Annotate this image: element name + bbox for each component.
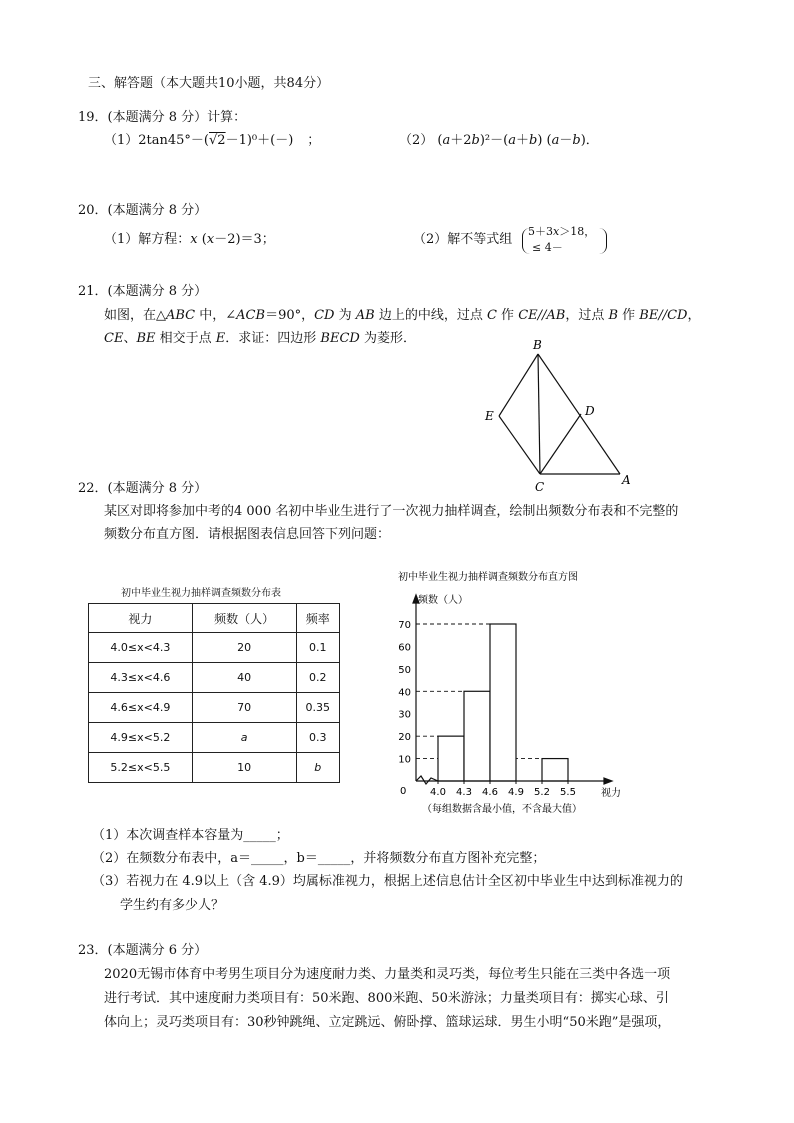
q23-heading: 23．(本题满分 6 分） bbox=[78, 943, 208, 958]
y-tick-label: 70 bbox=[398, 620, 411, 631]
section-title: 三、解答题（本大题共10小题，共84分） bbox=[88, 76, 330, 91]
cell-freq: 0.1 bbox=[296, 633, 339, 663]
q23-line1: 2020无锡市体育中考男生项目分为速度耐力类、力量类和灵巧类，每位考生只能在三类中各选一项 bbox=[104, 967, 671, 982]
frequency-table bbox=[88, 603, 340, 783]
system-right-paren bbox=[598, 228, 607, 254]
x-axis-arrow bbox=[604, 778, 612, 784]
q22-question3-line1: （3）若视力在 4.9以上（含 4.9）均属标准视力，根据上述信息估计全区初中毕业生中达到标准视力的 bbox=[92, 874, 683, 889]
chart-note: （每组数据含最小值，不含最大值） bbox=[422, 804, 582, 815]
x-tick-label: 4.0 bbox=[430, 787, 446, 798]
col-header: 频数（人） bbox=[192, 604, 296, 633]
q22-line1: 某区对即将参加中考的4 000 名初中毕业生进行了一次视力抽样调查，绘制出频数分布表和不完整的 bbox=[104, 504, 679, 519]
y-tick-label: 50 bbox=[398, 664, 411, 676]
cell-freq: 0.3 bbox=[296, 723, 339, 753]
axis-break-mark bbox=[416, 776, 438, 784]
q22-heading: 22．(本题满分 8 分） bbox=[78, 481, 208, 496]
cell-count: 40 bbox=[192, 663, 296, 693]
x-tick-label: 5.5 bbox=[560, 787, 576, 798]
histogram-bar bbox=[438, 736, 464, 781]
label-E: E bbox=[485, 409, 494, 423]
cell-range: 4.0≤x<4.3 bbox=[89, 633, 193, 663]
q21-line2: CE、BE 相交于点 E．求证：四边形 BECD 为菱形． bbox=[104, 331, 416, 346]
histogram-bar bbox=[490, 624, 516, 781]
segment-BE bbox=[499, 354, 538, 416]
origin-label: 0 bbox=[400, 786, 407, 797]
q19-part1: （1）2tan45°－(√2－1)⁰＋(－) ； bbox=[104, 133, 321, 148]
y-tick-label: 60 bbox=[398, 642, 411, 654]
table-header-row bbox=[89, 604, 340, 633]
q20-heading: 20．(本题满分 8 分） bbox=[78, 203, 208, 218]
label-C: C bbox=[535, 480, 545, 494]
q19-part2: （2） (a＋2b)²－(a＋b) (a－b)． bbox=[399, 133, 599, 148]
table-row bbox=[89, 663, 340, 693]
segment-EC bbox=[499, 416, 540, 474]
cell-count: a bbox=[192, 723, 296, 753]
x-tick-label: 4.6 bbox=[482, 787, 498, 798]
y-tick-label: 10 bbox=[398, 754, 411, 766]
q19-heading: 19．(本题满分 8 分）计算： bbox=[78, 110, 247, 125]
y-tick-label: 40 bbox=[398, 687, 411, 699]
cell-range: 4.3≤x<4.6 bbox=[89, 663, 193, 693]
rhombus-figure bbox=[470, 332, 640, 497]
q22-line2: 频数分布直方图．请根据图表信息回答下列问题： bbox=[104, 527, 391, 542]
col-header: 视力 bbox=[89, 604, 193, 633]
histogram-chart bbox=[380, 565, 640, 815]
q20-part2-label: （2）解不等式组 bbox=[413, 232, 513, 247]
y-axis-label: 频数（人） bbox=[418, 595, 468, 606]
cell-count: 10 bbox=[192, 753, 296, 783]
q22-question1: （1）本次调查样本容量为_____； bbox=[92, 828, 289, 843]
table-row bbox=[89, 693, 340, 723]
cell-range: 4.6≤x<4.9 bbox=[89, 693, 193, 723]
cell-freq: 0.2 bbox=[296, 663, 339, 693]
cell-count: 20 bbox=[192, 633, 296, 663]
q21-line1: 如图，在△ABC 中，∠ACB＝90°，CD 为 AB 边上的中线，过点 C 作 CE//AB，过点 B 作 BE//CD， bbox=[104, 308, 701, 323]
label-D: D bbox=[585, 404, 595, 418]
y-tick-label: 20 bbox=[398, 732, 411, 744]
histogram-bar bbox=[464, 691, 490, 781]
q22-question3-line2: 学生约有多少人？ bbox=[120, 898, 225, 913]
q20-system-line2: ≤ 4－ bbox=[532, 241, 563, 254]
table-title: 初中毕业生视力抽样调查频数分布表 bbox=[121, 588, 281, 599]
x-tick-label: 4.3 bbox=[456, 787, 472, 798]
q22-question2: （2）在频数分布表中，a＝_____，b＝_____，并将频数分布直方图补充完整； bbox=[92, 851, 546, 866]
segment-BC bbox=[538, 354, 540, 474]
q23-line2: 进行考试．其中速度耐力类项目有：50米跑、800米跑、50米游泳；力量类项目有：掷实心球、引 bbox=[104, 991, 669, 1006]
histogram-bar bbox=[542, 759, 568, 781]
x-tick-label: 5.2 bbox=[534, 787, 550, 798]
segment-CD bbox=[540, 414, 581, 474]
cell-range: 4.9≤x<5.2 bbox=[89, 723, 193, 753]
table-row bbox=[89, 723, 340, 753]
label-B: B bbox=[533, 338, 542, 352]
chart-title: 初中毕业生视力抽样调查频数分布直方图 bbox=[398, 572, 578, 583]
q21-heading: 21．(本题满分 8 分） bbox=[78, 284, 208, 299]
q20-system-line1: 5＋3x＞18， bbox=[528, 225, 596, 238]
q20-part1: （1）解方程：x (x－2)＝3； bbox=[104, 232, 275, 247]
q23-line3: 体向上；灵巧类项目有：30秒钟跳绳、立定跳远、俯卧撑、篮球运球．男生小明“50米跑”是强项， bbox=[104, 1015, 671, 1030]
segment-BA bbox=[538, 354, 620, 474]
label-A: A bbox=[622, 473, 631, 487]
table-row bbox=[89, 633, 340, 663]
x-axis-label: 视力 bbox=[601, 788, 621, 799]
table-row bbox=[89, 753, 340, 783]
x-tick-label: 4.9 bbox=[508, 787, 524, 798]
y-tick-label: 30 bbox=[398, 709, 411, 721]
cell-count: 70 bbox=[192, 693, 296, 723]
col-header: 频率 bbox=[296, 604, 339, 633]
cell-freq: 0.35 bbox=[296, 693, 339, 723]
cell-range: 5.2≤x<5.5 bbox=[89, 753, 193, 783]
cell-freq: b bbox=[296, 753, 339, 783]
